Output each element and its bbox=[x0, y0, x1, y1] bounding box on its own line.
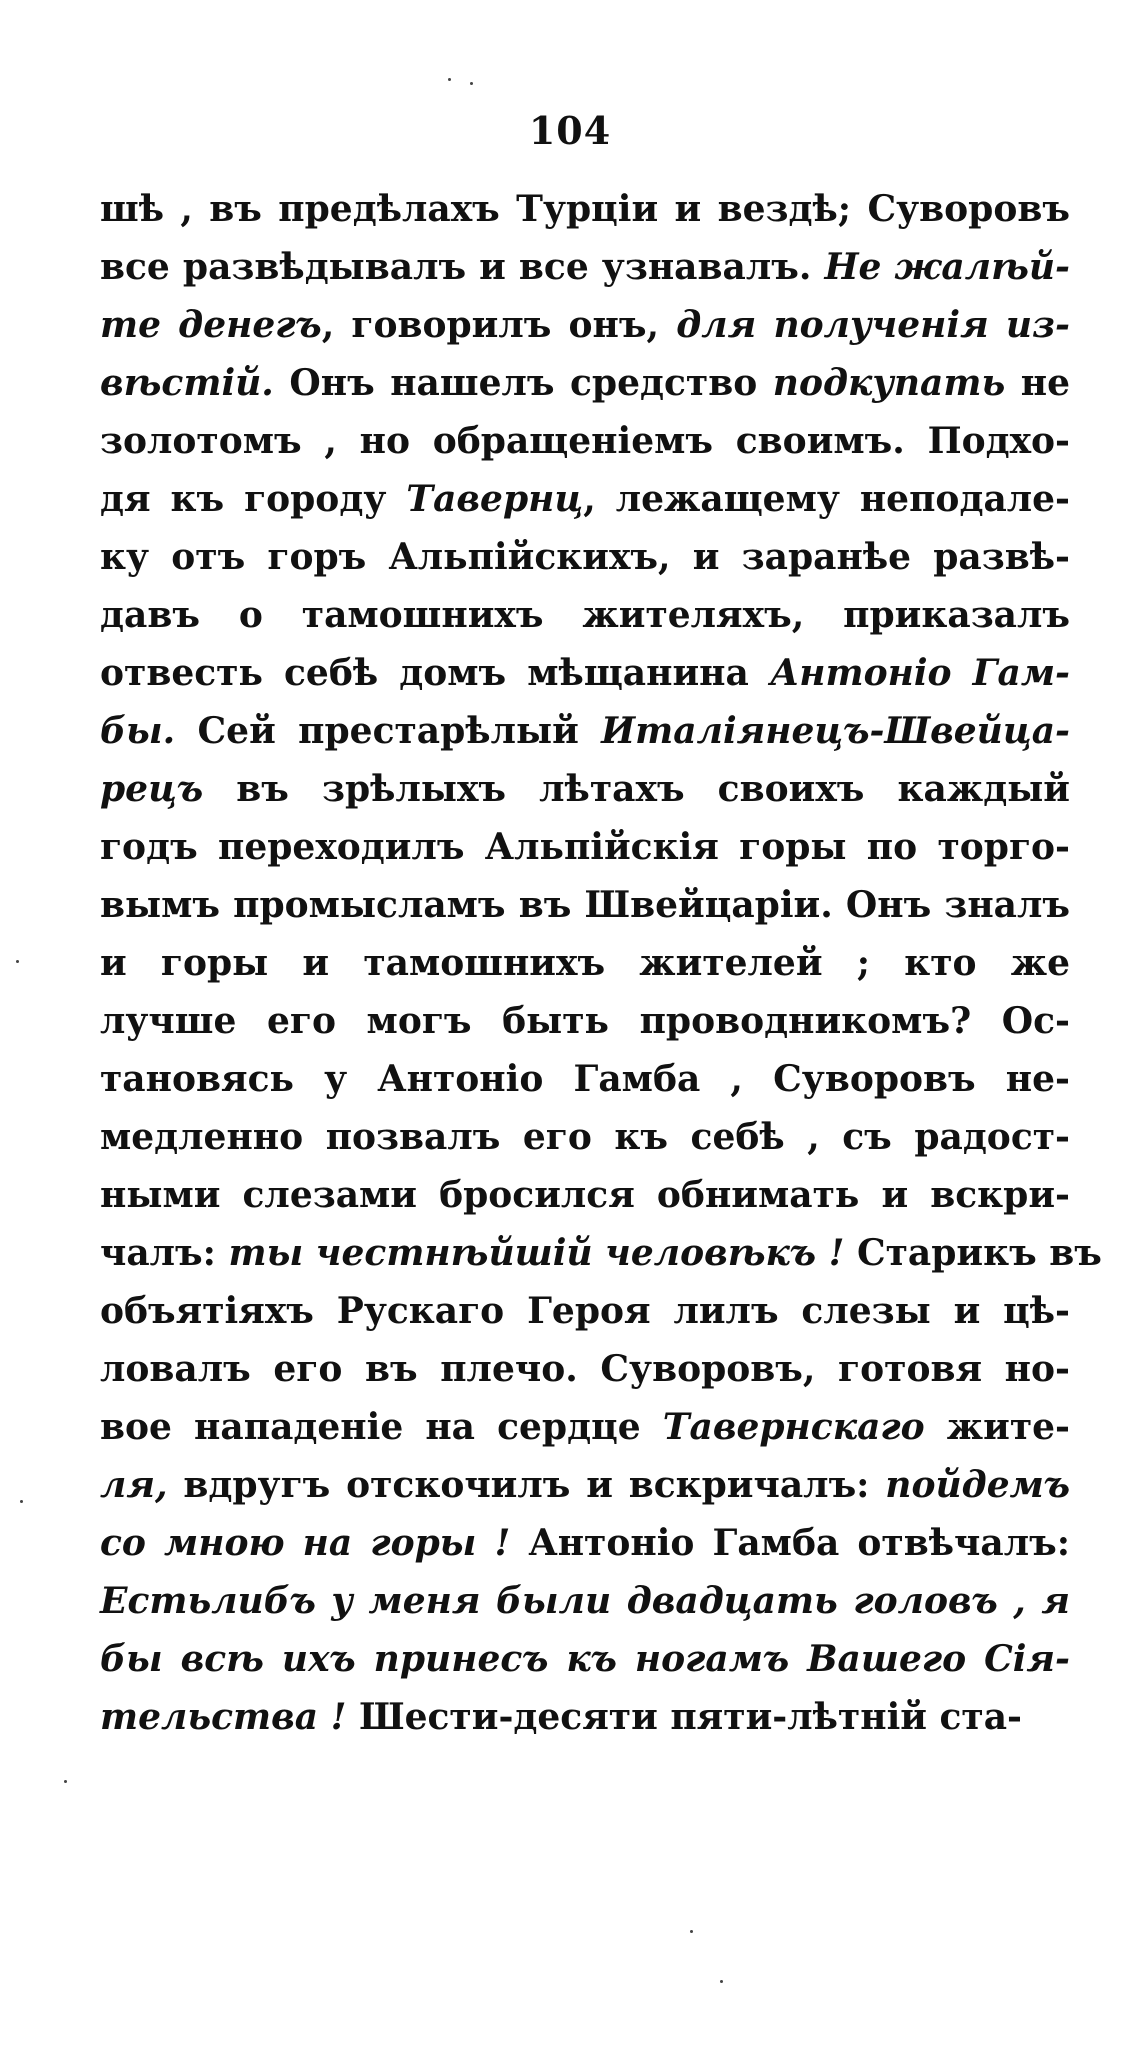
scan-speck bbox=[20, 1500, 23, 1503]
text-line bbox=[100, 1340, 1070, 1398]
text-segment: Антоніо Гамба отвѣчалъ: bbox=[510, 1522, 1070, 1564]
italic-text-segment: рецъ bbox=[100, 768, 204, 810]
scan-speck bbox=[470, 82, 473, 85]
text-line bbox=[100, 1688, 1070, 1746]
scan-speck bbox=[720, 1980, 723, 1983]
text-line bbox=[100, 1224, 1102, 1282]
italic-text-segment: для полученія из- bbox=[676, 304, 1070, 346]
italic-text-segment: пойдемъ bbox=[885, 1464, 1070, 1506]
text-segment: дя къ городу bbox=[100, 478, 407, 520]
text-segment: шѣ , въ предѣлахъ Турціи и вездѣ; Суворовъ bbox=[100, 188, 1070, 230]
italic-text-segment: Естьлибъ у меня были двадцать головъ , я bbox=[100, 1580, 1070, 1622]
text-line bbox=[100, 1282, 1070, 1340]
italic-text-segment: тельства ! bbox=[100, 1696, 347, 1738]
text-line bbox=[100, 644, 1070, 702]
scan-speck bbox=[448, 78, 451, 81]
text-segment: ку отъ горъ Альпійскихъ, и заранѣе развѣ- bbox=[100, 536, 1070, 578]
italic-text-segment: Не жалѣй- bbox=[824, 246, 1070, 288]
text-line bbox=[100, 702, 1070, 760]
text-segment: , говорилъ онъ, bbox=[321, 304, 677, 346]
text-line bbox=[100, 354, 1070, 412]
text-line bbox=[100, 1572, 1070, 1630]
text-line bbox=[100, 586, 1070, 644]
text-segment: , лежащему неподале- bbox=[583, 478, 1070, 520]
text-segment: чалъ: bbox=[100, 1232, 229, 1274]
text-segment: Сей престарѣлый bbox=[175, 710, 602, 752]
text-line bbox=[100, 296, 1070, 354]
text-line bbox=[100, 1514, 1070, 1572]
text-segment: и горы и тамошнихъ жителей ; кто же bbox=[100, 942, 1070, 984]
italic-text-segment: Антоніо Гам- bbox=[769, 652, 1070, 694]
italic-text-segment: Тавернц bbox=[406, 478, 584, 520]
text-segment: тановясь у Антоніо Гамба , Суворовъ не- bbox=[100, 1058, 1070, 1100]
text-segment: въ зрѣлыхъ лѣтахъ своихъ каждый bbox=[203, 768, 1070, 810]
text-line bbox=[100, 818, 1070, 876]
text-line bbox=[100, 470, 1070, 528]
text-segment: отвесть себѣ домъ мѣщанина bbox=[100, 652, 770, 694]
text-segment: медленно позвалъ его къ себѣ , съ радост- bbox=[100, 1116, 1070, 1158]
italic-text-segment: бы. bbox=[100, 710, 176, 752]
text-segment: не bbox=[1005, 362, 1070, 404]
italic-text-segment: подкупать bbox=[772, 362, 1006, 404]
text-line bbox=[100, 934, 1070, 992]
text-segment: вдругъ отскочилъ и вскричалъ: bbox=[167, 1464, 886, 1506]
text-line bbox=[100, 1398, 1070, 1456]
text-line bbox=[100, 180, 1070, 238]
text-segment: объятіяхъ Рускаго Героя лилъ слезы и цѣ- bbox=[100, 1290, 1070, 1332]
text-line bbox=[100, 876, 1070, 934]
italic-text-segment: Италіянецъ-Швейца- bbox=[601, 710, 1070, 752]
text-segment: годъ переходилъ Альпійскія горы по торго- bbox=[100, 826, 1070, 868]
page-number: 104 bbox=[528, 108, 612, 153]
text-line bbox=[100, 760, 1070, 818]
text-line bbox=[100, 992, 1070, 1050]
text-segment: жите- bbox=[924, 1406, 1070, 1448]
text-line bbox=[100, 528, 1070, 586]
text-segment: Старикъ въ bbox=[844, 1232, 1102, 1274]
text-line bbox=[100, 238, 1070, 296]
italic-text-segment: вѣстій. bbox=[100, 362, 274, 404]
text-segment: золотомъ , но обращеніемъ своимъ. Подхо- bbox=[100, 420, 1070, 462]
text-segment: ловалъ его въ плечо. Суворовъ, готовя но- bbox=[100, 1348, 1070, 1390]
text-line bbox=[100, 1050, 1070, 1108]
scan-speck bbox=[64, 1780, 67, 1783]
scan-speck bbox=[690, 1930, 693, 1933]
text-segment: вое нападеніе на сердце bbox=[100, 1406, 663, 1448]
text-segment: лучше его могъ быть проводникомъ? Ос- bbox=[100, 1000, 1070, 1042]
text-line bbox=[100, 1456, 1070, 1514]
text-segment: давъ о тамошнихъ жителяхъ, приказалъ bbox=[100, 594, 1070, 636]
text-segment: Онъ нашелъ средство bbox=[273, 362, 773, 404]
text-segment: Шести-десяти пяти-лѣтній ста- bbox=[346, 1696, 1022, 1738]
italic-text-segment: ты честнѣйшій человѣкъ ! bbox=[228, 1232, 845, 1274]
text-line bbox=[100, 1630, 1070, 1688]
text-segment: вымъ промысламъ въ Швейцаріи. Онъ зналъ bbox=[100, 884, 1070, 926]
text-line bbox=[100, 1166, 1070, 1224]
italic-text-segment: ля, bbox=[100, 1464, 168, 1506]
text-segment: ными слезами бросился обнимать и вскри- bbox=[100, 1174, 1070, 1216]
italic-text-segment: те денегъ bbox=[100, 304, 322, 346]
italic-text-segment: Тавернскаго bbox=[662, 1406, 925, 1448]
scan-speck bbox=[16, 960, 19, 963]
text-segment: все развѣдывалъ и все узнавалъ. bbox=[100, 246, 825, 288]
text-line bbox=[100, 1108, 1070, 1166]
italic-text-segment: бы всѣ ихъ принесъ къ ногамъ Вашего Сія- bbox=[100, 1638, 1070, 1680]
body-text bbox=[100, 180, 1102, 1746]
italic-text-segment: со мною на горы ! bbox=[100, 1522, 511, 1564]
text-line bbox=[100, 412, 1070, 470]
